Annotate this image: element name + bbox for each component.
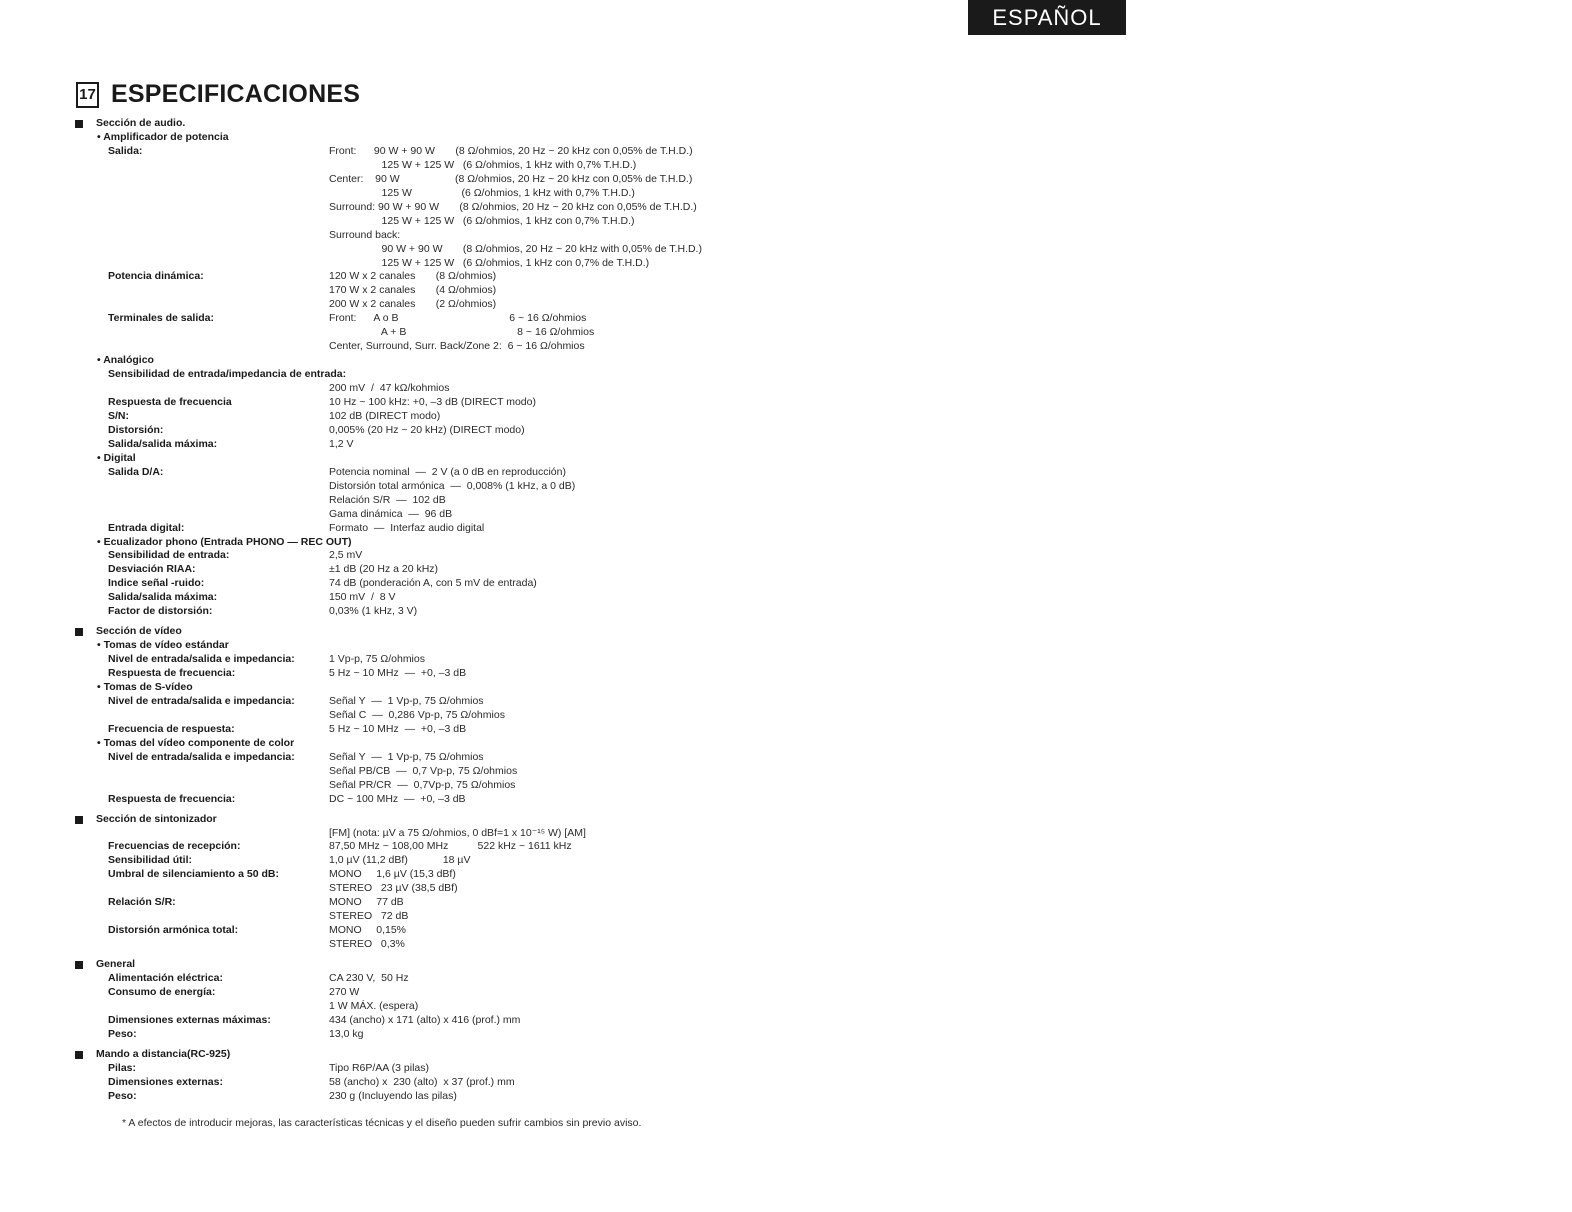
spec-row: [75, 549, 795, 563]
spec-label: Respuesta de frecuencia:: [108, 792, 236, 805]
spec-row: [75, 326, 795, 340]
spec-label: Desviación RIAA:: [108, 563, 196, 576]
spec-row: [75, 284, 795, 298]
spec-label: Dimensiones externas:: [108, 1075, 223, 1088]
spec-value: 270 W: [329, 985, 360, 998]
spec-row: [75, 1062, 795, 1076]
spec-value: Señal C — 0,286 Vp-p, 75 Ω/ohmios: [329, 708, 505, 721]
spec-value: ±1 dB (20 Hz a 20 kHz): [329, 563, 439, 576]
spec-value: MONO 77 dB: [329, 896, 404, 909]
section-heading: [75, 625, 795, 639]
spec-label: Nivel de entrada/salida e impedancia:: [108, 750, 295, 763]
spec-value: Señal Y — 1 Vp-p, 75 Ω/ohmios: [329, 750, 484, 763]
spec-value: 58 (ancho) x 230 (alto) x 37 (prof.) mm: [329, 1075, 515, 1088]
section-bullet-icon: [75, 628, 83, 636]
spec-value: 87,50 MHz ~ 108,00 MHz 522 kHz ~ 1611 kHz: [329, 840, 572, 853]
spec-value: A + B 8 ~ 16 Ω/ohmios: [329, 326, 595, 339]
spec-row: [75, 410, 795, 424]
spec-row: [75, 709, 795, 723]
spec-row: [75, 229, 795, 243]
spec-label: Mando a distancia(RC-925): [96, 1047, 231, 1060]
spec-label: Consumo de energía:: [108, 985, 216, 998]
spec-value: Tipo R6P/AA (3 pilas): [329, 1061, 429, 1074]
page-title: ESPECIFICACIONES: [111, 80, 361, 108]
subsection-heading: [75, 131, 795, 145]
spec-row: [75, 382, 795, 396]
spec-value: Señal PR/CR — 0,7Vp-p, 75 Ω/ohmios: [329, 778, 516, 791]
spec-label: • Digital: [97, 451, 136, 464]
spec-value: 5 Hz ~ 10 MHz — +0, –3 dB: [329, 667, 467, 680]
spec-label: Pilas:: [108, 1061, 137, 1074]
spec-row: [75, 1090, 795, 1104]
spec-row: [75, 1014, 795, 1028]
spec-value: 125 W + 125 W (6 Ω/ohmios, 1 kHz con 0,7% T.H.D.): [329, 214, 635, 227]
section-heading: [75, 813, 795, 827]
spec-label: Frecuencia de respuesta:: [108, 722, 235, 735]
spec-label: Relación S/R:: [108, 896, 176, 909]
spec-row: [75, 868, 795, 882]
spec-row: [75, 854, 795, 868]
spec-value: Potencia nominal — 2 V (a 0 dB en reproducción): [329, 465, 566, 478]
spec-row: [75, 494, 795, 508]
section-bullet-icon: [75, 816, 83, 824]
spec-row: [75, 793, 795, 807]
spec-value: 434 (ancho) x 171 (alto) x 416 (prof.) mm: [329, 1013, 521, 1026]
spec-row: [75, 508, 795, 522]
spec-label: • Tomas del vídeo componente de color: [97, 736, 295, 749]
spec-value: 13,0 kg: [329, 1027, 364, 1040]
spec-row: [75, 145, 795, 159]
subsection-heading: [75, 354, 795, 368]
spec-label: Indice señal -ruido:: [108, 577, 205, 590]
spec-row: [75, 779, 795, 793]
spec-row: [75, 522, 795, 536]
section-bullet-icon: [75, 120, 83, 128]
spec-row: [75, 173, 795, 187]
spec-label: • Amplificador de potencia: [97, 130, 229, 143]
spec-row: [75, 591, 795, 605]
spec-row: [75, 924, 795, 938]
spec-label: Terminales de salida:: [108, 312, 215, 325]
spec-label: Sensibilidad de entrada:: [108, 549, 230, 562]
spec-value: 0,005% (20 Hz ~ 20 kHz) (DIRECT modo): [329, 423, 525, 436]
spec-row: [75, 1000, 795, 1014]
spec-value: STEREO 0,3%: [329, 938, 405, 951]
spec-label: Umbral de silenciamiento a 50 dB:: [108, 868, 279, 881]
section-bullet-icon: [75, 1051, 83, 1059]
spec-value: Distorsión total armónica — 0,008% (1 kHz, a 0 dB): [329, 479, 576, 492]
spec-value: Formato — Interfaz audio digital: [329, 521, 485, 534]
section-heading: [75, 1048, 795, 1062]
spec-value: 0,03% (1 kHz, 3 V): [329, 605, 418, 618]
spec-row: [75, 986, 795, 1000]
spec-label: Dimensiones externas máximas:: [108, 1013, 271, 1026]
spec-value: Center: 90 W (8 Ω/ohmios, 20 Hz ~ 20 kHz con 0,05% de T.H.D.): [329, 172, 693, 185]
spec-value: 102 dB (DIRECT modo): [329, 409, 441, 422]
spec-value: STEREO 72 dB: [329, 910, 409, 923]
section-heading: [75, 958, 795, 972]
footnote: * A efectos de introducir mejoras, las características técnicas y el diseño pueden sufrir cambios sin previo aviso.: [122, 1117, 642, 1129]
spec-value: 2,5 mV: [329, 549, 363, 562]
spec-label: Nivel de entrada/salida e impedancia:: [108, 694, 295, 707]
spec-row: [75, 215, 795, 229]
spec-row: [75, 424, 795, 438]
spec-value: 200 W x 2 canales (2 Ω/ohmios): [329, 298, 497, 311]
spec-label: S/N:: [108, 409, 129, 422]
spec-row: [75, 840, 795, 854]
spec-row: [75, 1076, 795, 1090]
spec-value: 170 W x 2 canales (4 Ω/ohmios): [329, 284, 497, 297]
spec-value: Señal Y — 1 Vp-p, 75 Ω/ohmios: [329, 694, 484, 707]
spec-value: 150 mV / 8 V: [329, 591, 396, 604]
spec-value: Front: A o B 6 ~ 16 Ω/ohmios: [329, 312, 587, 325]
spec-label: • Tomas de S-vídeo: [97, 681, 193, 694]
spec-label: Distorsión:: [108, 423, 164, 436]
spec-label: • Ecualizador phono (Entrada PHONO — REC OUT): [97, 535, 352, 548]
spec-row: [75, 563, 795, 577]
spec-value: 1,0 µV (11,2 dBf) 18 µV: [329, 854, 471, 867]
language-tab: ESPAÑOL: [968, 0, 1126, 35]
spec-row: [75, 827, 795, 841]
chapter-heading: [76, 80, 360, 109]
spec-label: Nivel de entrada/salida e impedancia:: [108, 653, 295, 666]
spec-row: [75, 938, 795, 952]
spec-value: 1,2 V: [329, 437, 354, 450]
spec-label: Respuesta de frecuencia:: [108, 667, 236, 680]
spec-row: [75, 577, 795, 591]
spec-value: 120 W x 2 canales (8 Ω/ohmios): [329, 270, 497, 283]
spec-label: Sección de audio.: [96, 117, 186, 129]
spec-label: Salida D/A:: [108, 465, 164, 478]
spec-row: [75, 882, 795, 896]
subsection-heading: [75, 737, 795, 751]
spec-label: Alimentación eléctrica:: [108, 972, 223, 985]
spec-label: • Analógico: [97, 354, 154, 367]
spec-value: CA 230 V, 50 Hz: [329, 972, 409, 985]
spec-row: [75, 298, 795, 312]
spec-value: MONO 0,15%: [329, 924, 407, 937]
spec-row: [75, 396, 795, 410]
spec-label: Salida:: [108, 144, 143, 157]
spec-value: 125 W (6 Ω/ohmios, 1 kHz with 0,7% T.H.D.): [329, 186, 635, 199]
spec-value: Surround back:: [329, 228, 401, 241]
section-heading: [75, 117, 795, 131]
spec-label: Peso:: [108, 1027, 137, 1040]
spec-row: [75, 466, 795, 480]
spec-label: Frecuencias de recepción:: [108, 840, 241, 853]
spec-label: Factor de distorsión:: [108, 605, 213, 618]
spec-row: [75, 896, 795, 910]
spec-row: [75, 340, 795, 354]
spec-value: MONO 1,6 µV (15,3 dBf): [329, 868, 456, 881]
spec-value: Surround: 90 W + 90 W (8 Ω/ohmios, 20 Hz ~ 20 kHz con 0,05% de T.H.D.): [329, 200, 697, 213]
spec-row: [75, 312, 795, 326]
spec-value: STEREO 23 µV (38,5 dBf): [329, 882, 458, 895]
spec-value: 1 Vp-p, 75 Ω/ohmios: [329, 653, 425, 666]
subsection-heading: [75, 639, 795, 653]
spec-row: [75, 751, 795, 765]
spec-value: 230 g (Incluyendo las pilas): [329, 1089, 457, 1102]
subsection-heading: [75, 452, 795, 466]
spec-label: • Tomas de vídeo estándar: [97, 639, 229, 652]
section-bullet-icon: [75, 961, 83, 969]
spec-row: [75, 605, 795, 619]
spec-row: [75, 910, 795, 924]
spec-row: [75, 159, 795, 173]
spec-value: 125 W + 125 W (6 Ω/ohmios, 1 kHz with 0,7% T.H.D.): [329, 158, 637, 171]
spec-label: Respuesta de frecuencia: [108, 396, 232, 409]
specifications-list: [75, 117, 795, 1104]
spec-row: [75, 187, 795, 201]
spec-value: 5 Hz ~ 10 MHz — +0, –3 dB: [329, 722, 467, 735]
spec-label: General: [96, 958, 136, 971]
spec-row: [75, 723, 795, 737]
chapter-number-box: 17: [76, 82, 99, 108]
spec-label: Salida/salida máxima:: [108, 437, 218, 450]
spec-label: Sección de sintonizador: [96, 812, 217, 825]
spec-row: [75, 653, 795, 667]
spec-row: [75, 368, 795, 382]
spec-row: [75, 438, 795, 452]
subsection-heading: [75, 681, 795, 695]
spec-value: 10 Hz ~ 100 kHz: +0, –3 dB (DIRECT modo): [329, 396, 536, 409]
spec-label: Potencia dinámica:: [108, 270, 204, 283]
spec-label: Sensibilidad útil:: [108, 854, 193, 867]
spec-value: 200 mV / 47 kΩ/kohmios: [329, 382, 450, 395]
spec-row: [75, 695, 795, 709]
spec-value: Front: 90 W + 90 W (8 Ω/ohmios, 20 Hz ~ 20 kHz con 0,05% de T.H.D.): [329, 144, 693, 157]
spec-row: [75, 1028, 795, 1042]
spec-label: Entrada digital:: [108, 521, 185, 534]
spec-row: [75, 972, 795, 986]
spec-label: Sensibilidad de entrada/impedancia de entrada:: [108, 368, 347, 381]
spec-row: [75, 257, 795, 271]
spec-row: [75, 270, 795, 284]
spec-value: Relación S/R — 102 dB: [329, 493, 446, 506]
spec-value: Señal PB/CB — 0,7 Vp-p, 75 Ω/ohmios: [329, 764, 518, 777]
spec-row: [75, 480, 795, 494]
spec-value: Gama dinámica — 96 dB: [329, 507, 453, 520]
spec-row: [75, 201, 795, 215]
spec-value: 125 W + 125 W (6 Ω/ohmios, 1 kHz con 0,7% de T.H.D.): [329, 256, 650, 269]
subsection-heading: [75, 536, 795, 550]
spec-label: Distorsión armónica total:: [108, 924, 239, 937]
spec-value: Center, Surround, Surr. Back/Zone 2: 6 ~ 16 Ω/ohmios: [329, 340, 585, 353]
spec-label: Sección de vídeo: [96, 625, 182, 638]
spec-row: [75, 667, 795, 681]
spec-row: [75, 765, 795, 779]
spec-value: [FM] (nota: µV a 75 Ω/ohmios, 0 dBf=1 x 10⁻¹⁵ W) [AM]: [329, 826, 586, 839]
spec-label: Peso:: [108, 1089, 137, 1102]
spec-value: DC ~ 100 MHz — +0, –3 dB: [329, 792, 466, 805]
spec-value: 74 dB (ponderación A, con 5 mV de entrada): [329, 577, 537, 590]
spec-label: Salida/salida máxima:: [108, 591, 218, 604]
spec-value: 90 W + 90 W (8 Ω/ohmios, 20 Hz ~ 20 kHz with 0,05% de T.H.D.): [329, 242, 702, 255]
spec-value: [329, 368, 795, 382]
spec-row: [75, 243, 795, 257]
spec-value: 1 W MÁX. (espera): [329, 999, 419, 1012]
